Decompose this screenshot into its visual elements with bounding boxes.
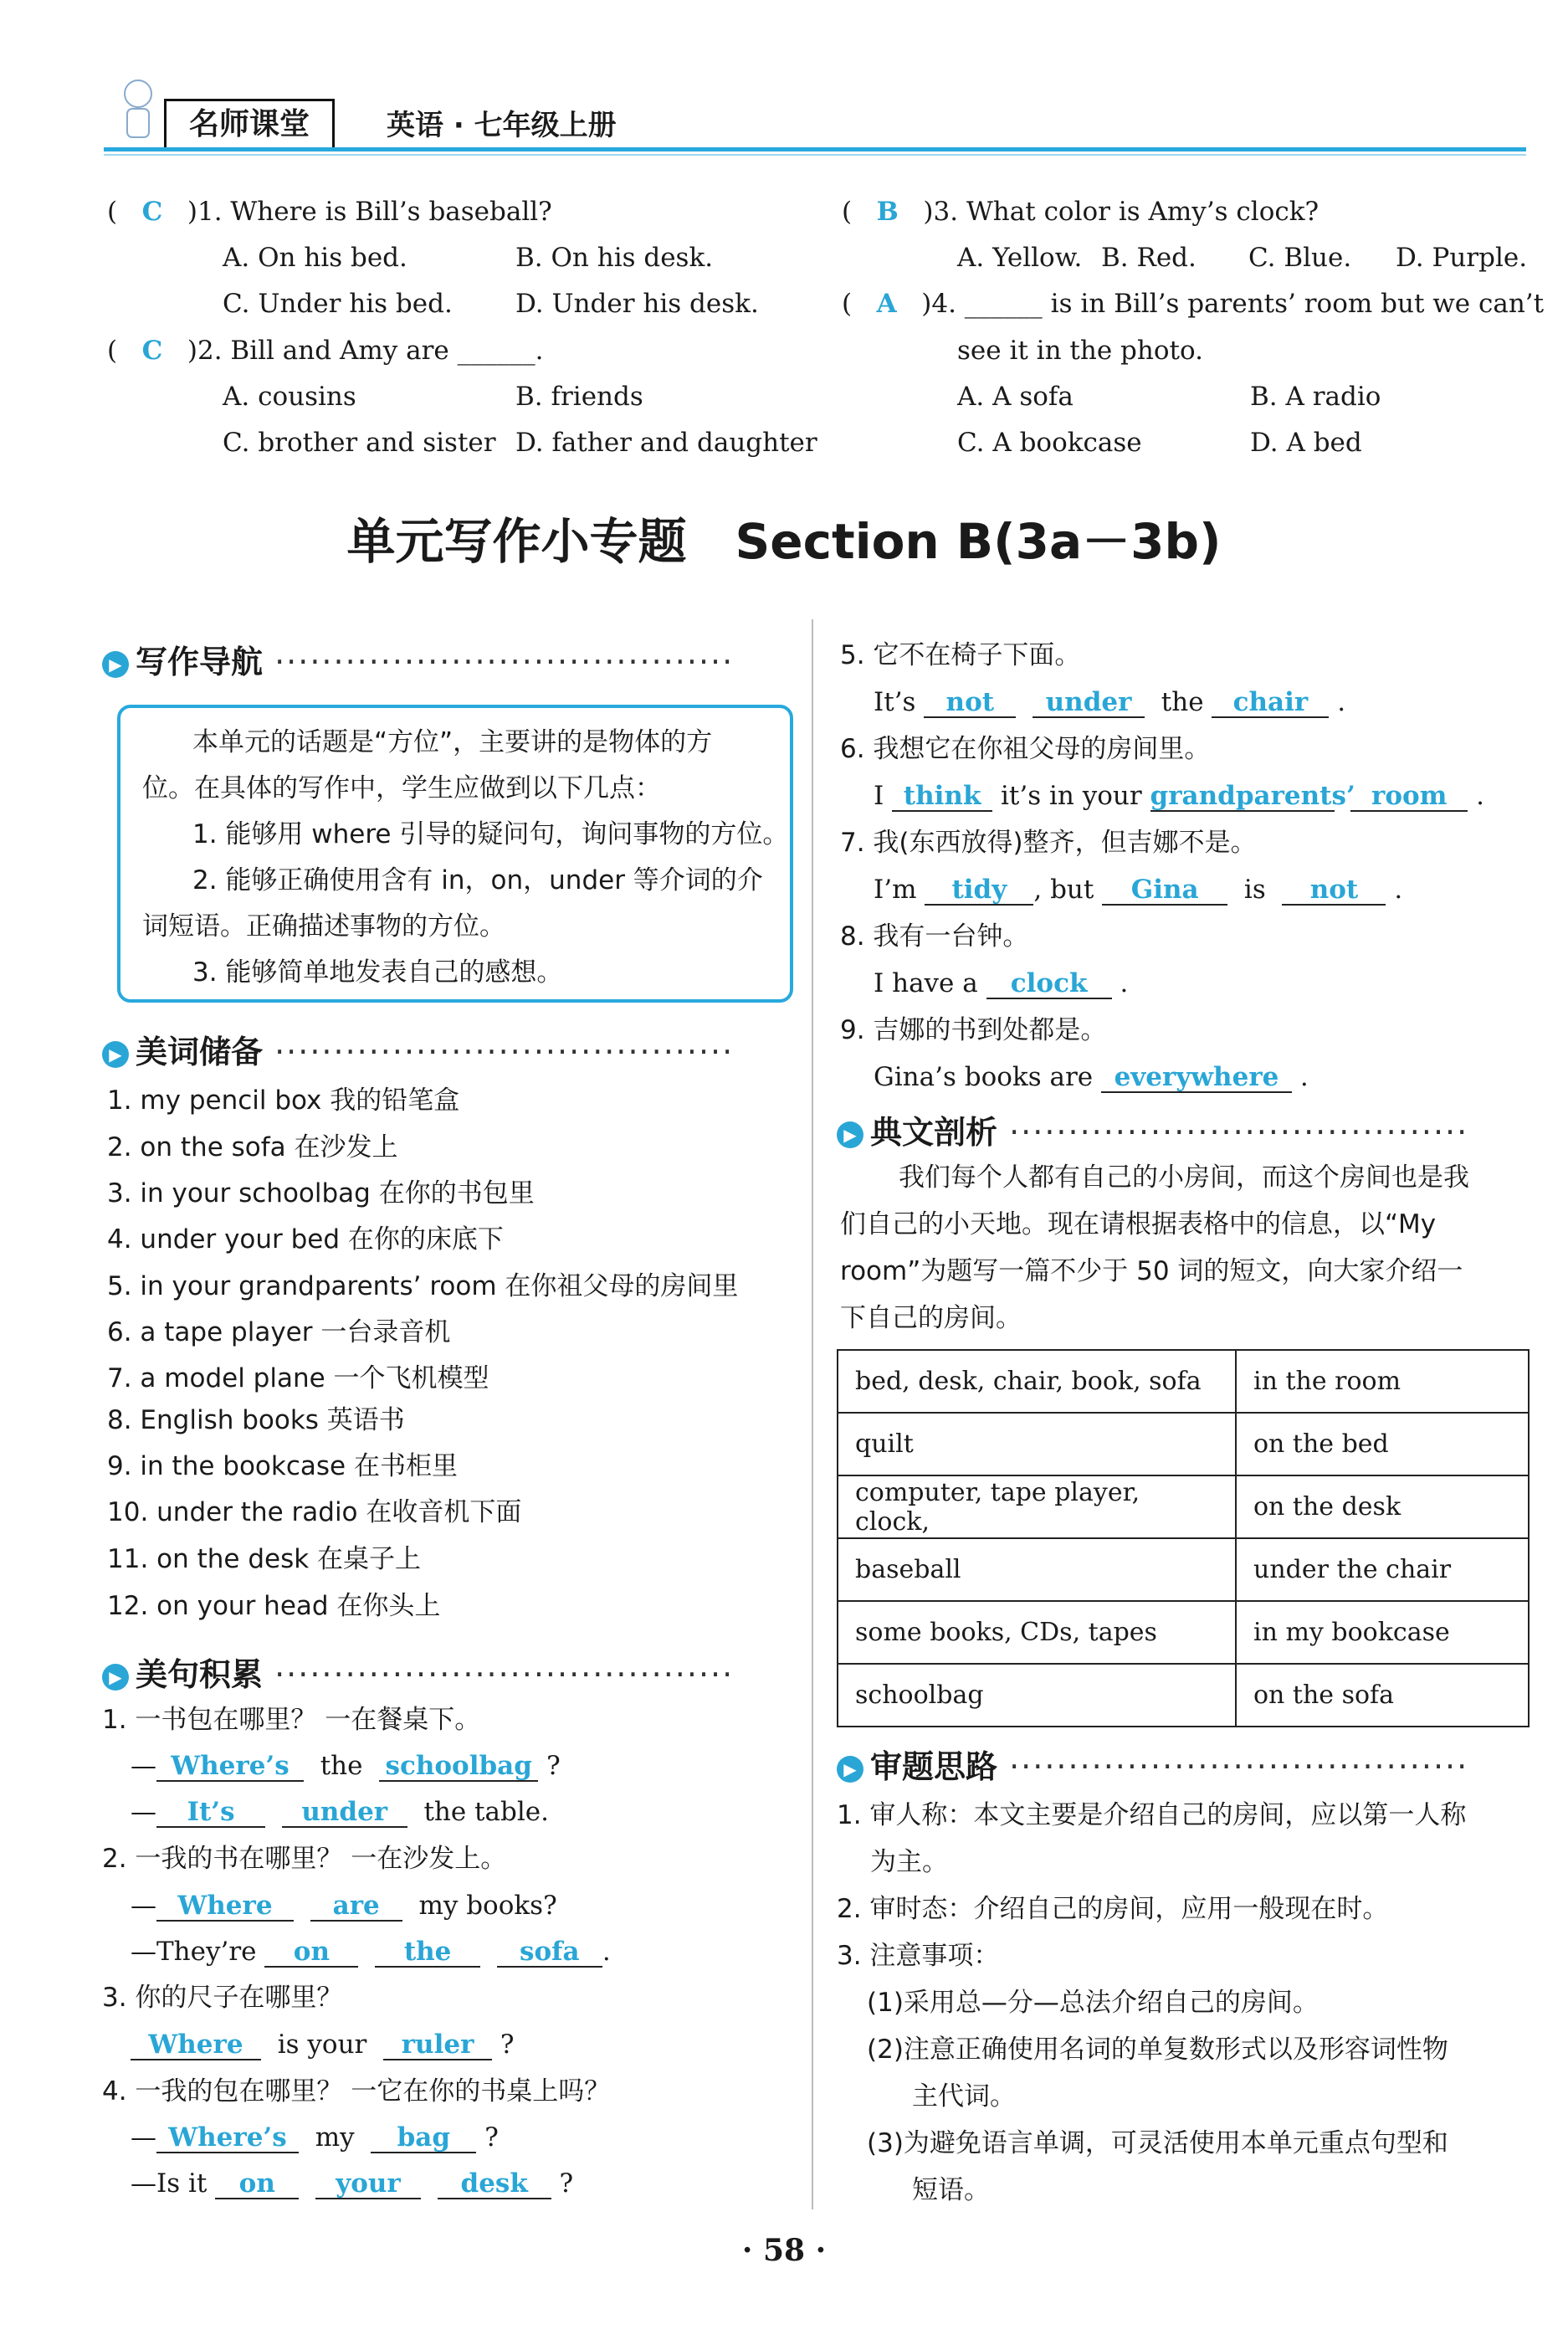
quiz-q4-answer: A bbox=[876, 289, 897, 319]
chevron-right-icon: ▶ bbox=[837, 1756, 863, 1783]
quiz-q1-option-b: B. On his desk. bbox=[515, 243, 714, 273]
blank: clock bbox=[986, 970, 1112, 999]
analysis-line: 主代词。 bbox=[912, 2081, 1016, 2112]
quiz-q1-option-a: A. On his bed. bbox=[223, 243, 407, 273]
quiz-q4-option-d: D. A bed bbox=[1250, 428, 1362, 458]
blank: ruler bbox=[383, 2031, 492, 2060]
quiz-q3-option-c: C. Blue. bbox=[1248, 243, 1352, 273]
header-logo: 名师课堂 bbox=[164, 99, 335, 151]
blank: It’s bbox=[156, 1799, 265, 1828]
quiz-q3-option-a: A. Yellow. bbox=[957, 243, 1083, 273]
blank: desk bbox=[438, 2170, 551, 2199]
sentence-q2: 2. 一我的书在哪里？ 一在沙发上。 bbox=[102, 1844, 507, 1874]
analysis-line: 3. 注意事项： bbox=[837, 1941, 1000, 1971]
word-item: 2. on the sofa 在沙发上 bbox=[107, 1132, 398, 1162]
header-subject: 英语 · 七年级上册 bbox=[387, 109, 617, 142]
quiz-q4-option-b: B. A radio bbox=[1250, 382, 1381, 412]
word-item: 8. English books 英语书 bbox=[107, 1405, 405, 1435]
table-cell: quilt bbox=[838, 1413, 1236, 1475]
model-line: room”为题写一篇不少于 50 词的短文，向大家介绍一 bbox=[840, 1256, 1463, 1286]
quiz-q2-option-a: A. cousins bbox=[223, 382, 356, 412]
table-cell: bed, desk, chair, book, sofa bbox=[838, 1350, 1236, 1413]
sentence-q4: 4. 一我的包在哪里？ 一它在你的书桌上吗？ bbox=[102, 2076, 611, 2107]
table-cell: in the room bbox=[1236, 1350, 1529, 1413]
table-cell: on the desk bbox=[1236, 1475, 1529, 1538]
quiz-q4-option-c: C. A bookcase bbox=[957, 428, 1142, 458]
blank: your bbox=[315, 2170, 421, 2199]
sentence-q9: 9. 吉娜的书到处都是。 bbox=[840, 1015, 1107, 1045]
model-heading: ▶ 典文剖析 ······································· bbox=[837, 1106, 1468, 1152]
quiz-q1: ( C )1. Where is Bill’s baseball? bbox=[107, 197, 552, 227]
blank: the bbox=[375, 1938, 480, 1968]
table-row bbox=[838, 1475, 1529, 1538]
blank: Where’s bbox=[156, 1752, 304, 1782]
analysis-line: (3)为避免语言单调，可灵活使用本单元重点句型和 bbox=[867, 2128, 1448, 2158]
guide-heading: ▶ 写作导航 ······································· bbox=[102, 636, 734, 682]
blank: chair bbox=[1212, 689, 1329, 718]
sentence-q2-line1: — Where are my books? bbox=[131, 1891, 557, 1921]
blank: sofa bbox=[497, 1938, 602, 1968]
table-row bbox=[838, 1601, 1529, 1664]
word-item: 1. my pencil box 我的铅笔盒 bbox=[107, 1085, 460, 1116]
word-item: 11. on the desk 在桌子上 bbox=[107, 1544, 422, 1574]
word-item: 6. a tape player 一台录音机 bbox=[107, 1317, 451, 1347]
table-cell: on the sofa bbox=[1236, 1664, 1529, 1727]
table-cell: computer, tape player, clock, bbox=[838, 1475, 1236, 1538]
sentence-q1-line2: — It’s under the table. bbox=[131, 1797, 549, 1827]
chevron-right-icon: ▶ bbox=[102, 651, 129, 678]
model-line: 下自己的房间。 bbox=[840, 1303, 1022, 1333]
table-row bbox=[838, 1538, 1529, 1601]
sentence-q5-line1: It’s not under the chair . bbox=[874, 687, 1346, 717]
table-cell: some books, CDs, tapes bbox=[838, 1601, 1236, 1664]
analysis-line: (2)注意正确使用名词的单复数形式以及形容词性物 bbox=[867, 2035, 1448, 2065]
sentence-q3-line1: Where is your ruler ? bbox=[131, 2022, 515, 2068]
table-cell: schoolbag bbox=[838, 1664, 1236, 1727]
analysis-line: 2. 审时态：介绍自己的房间，应用一般现在时。 bbox=[837, 1894, 1389, 1924]
sentence-q3: 3. 你的尺子在哪里？ bbox=[102, 1983, 343, 2013]
quiz-q3-stem: )3. What color is Amy’s clock? bbox=[923, 197, 1319, 227]
quiz-q2-option-b: B. friends bbox=[515, 382, 643, 412]
blank: room bbox=[1350, 783, 1468, 812]
analysis-line: (1)采用总—分—总法介绍自己的房间。 bbox=[867, 1988, 1319, 2018]
sentence-q9-line1: Gina’s books are everywhere . bbox=[874, 1062, 1309, 1092]
quiz-q1-answer: C bbox=[141, 197, 163, 227]
blank: think bbox=[892, 783, 992, 812]
word-item: 9. in the bookcase 在书柜里 bbox=[107, 1451, 458, 1481]
quiz-q3: ( B )3. What color is Amy’s clock? bbox=[842, 197, 1319, 227]
quiz-q1-stem: )1. Where is Bill’s baseball? bbox=[187, 197, 552, 227]
sentence-q6-line1: I think it’s in your grandparents’ room . bbox=[874, 781, 1484, 811]
blank: bag bbox=[371, 2124, 476, 2153]
sentence-q8-line1: I have a clock . bbox=[874, 968, 1129, 998]
table-row bbox=[838, 1413, 1529, 1475]
table-cell: in my bookcase bbox=[1236, 1601, 1529, 1664]
blank: Where’s bbox=[156, 2124, 299, 2153]
blank: schoolbag bbox=[379, 1752, 538, 1782]
analysis-line: 为主。 bbox=[870, 1847, 948, 1877]
blank: Gina bbox=[1102, 876, 1227, 906]
sentence-q2-line2: —They’re on the sofa . bbox=[131, 1937, 611, 1967]
quiz-q4-stem: )4. ______ is in Bill’s parents’ room but we can’t bbox=[921, 289, 1545, 319]
header-divider-thin bbox=[104, 154, 1526, 156]
analysis-line: 1. 审人称：本文主要是介绍自己的房间，应以第一人称 bbox=[837, 1800, 1467, 1830]
blank: on bbox=[264, 1938, 358, 1968]
blank: Where bbox=[131, 2031, 261, 2060]
table-row bbox=[838, 1350, 1529, 1413]
analysis-line: 短语。 bbox=[912, 2175, 990, 2205]
page-number: · 58 · bbox=[741, 2233, 827, 2268]
word-item: 5. in your grandparents’ room 在你祖父母的房间里 bbox=[107, 1271, 739, 1301]
sentence-q4-line1: — Where’s my bag ? bbox=[131, 2122, 499, 2153]
blank: are bbox=[310, 1892, 402, 1922]
column-divider bbox=[812, 619, 813, 2209]
logo-character-icon bbox=[117, 75, 159, 142]
word-item: 7. a model plane 一个飞机模型 bbox=[107, 1363, 489, 1393]
blank: under bbox=[282, 1799, 407, 1828]
section-title: 单元写作小专题 Section B(3a－3b) bbox=[346, 513, 1222, 570]
guide-line: 位。在具体的写作中，学生应做到以下几点： bbox=[142, 773, 661, 803]
quiz-q4-stem-cont: see it in the photo. bbox=[957, 336, 1203, 366]
sentence-q6: 6. 我想它在你祖父母的房间里。 bbox=[840, 734, 1211, 764]
words-heading: ▶ 美词储备 ······································· bbox=[102, 1026, 734, 1072]
word-item: 10. under the radio 在收音机下面 bbox=[107, 1497, 522, 1527]
chevron-right-icon: ▶ bbox=[102, 1041, 129, 1068]
sentence-q7: 7. 我(东西放得)整齐，但吉娜不是。 bbox=[840, 828, 1257, 858]
quiz-q1-option-d: D. Under his desk. bbox=[515, 289, 759, 319]
guide-line: 3. 能够简单地发表自己的感想。 bbox=[192, 957, 563, 988]
sentence-q5: 5. 它不在椅子下面。 bbox=[840, 640, 1081, 670]
quiz-q3-option-b: B. Red. bbox=[1101, 243, 1196, 273]
model-line: 我们每个人都有自己的小房间，而这个房间也是我 bbox=[899, 1162, 1469, 1193]
chevron-right-icon: ▶ bbox=[102, 1664, 129, 1691]
blank: Where bbox=[156, 1892, 294, 1922]
header-divider bbox=[104, 147, 1526, 151]
info-table bbox=[837, 1349, 1530, 1727]
quiz-q4: ( A )4. ______ is in Bill’s parents’ room but we can’t bbox=[842, 289, 1545, 319]
sentence-q1: 1. 一书包在哪里？ 一在餐桌下。 bbox=[102, 1705, 481, 1735]
sentence-q8: 8. 我有一台钟。 bbox=[840, 921, 1029, 952]
sentence-q4-line2: —Is it on your desk ? bbox=[131, 2168, 574, 2199]
analysis-heading: ▶ 审题思路 ······································· bbox=[837, 1741, 1468, 1787]
blank: not bbox=[924, 689, 1016, 718]
blank: everywhere bbox=[1101, 1064, 1292, 1093]
blank: on bbox=[215, 2170, 299, 2199]
sentences-heading: ▶ 美句积累 ······································· bbox=[102, 1649, 734, 1695]
guide-line: 本单元的话题是“方位”，主要讲的是物体的方 bbox=[192, 727, 713, 757]
model-line: 们自己的小天地。现在请根据表格中的信息，以“My bbox=[840, 1209, 1437, 1239]
table-cell: baseball bbox=[838, 1538, 1236, 1601]
quiz-q2-option-d: D. father and daughter bbox=[515, 428, 817, 458]
table-row bbox=[838, 1664, 1529, 1727]
sentence-q7-line1: I’m tidy , but Gina is not . bbox=[874, 875, 1403, 905]
table-cell: under the chair bbox=[1236, 1538, 1529, 1601]
word-item: 12. on your head 在你头上 bbox=[107, 1591, 441, 1621]
quiz-q4-option-a: A. A sofa bbox=[957, 382, 1074, 412]
guide-line: 2. 能够正确使用含有 in，on，under 等介词的介 bbox=[192, 865, 763, 895]
quiz-q2-stem: )2. Bill and Amy are ______. bbox=[187, 336, 544, 366]
guide-line: 词短语。正确描述事物的方位。 bbox=[142, 911, 505, 942]
guide-line: 1. 能够用 where 引导的疑问句，询问事物的方位。 bbox=[192, 819, 789, 849]
blank: grandparents’ bbox=[1150, 781, 1355, 811]
word-item: 4. under your bed 在你的床底下 bbox=[107, 1224, 504, 1255]
blank: not bbox=[1282, 876, 1386, 906]
quiz-q2: ( C )2. Bill and Amy are ______. bbox=[107, 336, 544, 366]
table-cell: on the bed bbox=[1236, 1413, 1529, 1475]
blank: under bbox=[1033, 689, 1145, 718]
chevron-right-icon: ▶ bbox=[837, 1121, 863, 1148]
guide-box bbox=[117, 705, 793, 1003]
quiz-q3-option-d: D. Purple. bbox=[1396, 243, 1528, 273]
quiz-q3-answer: B bbox=[876, 197, 899, 227]
sentence-q1-line1: — Where’s the schoolbag ? bbox=[131, 1751, 561, 1781]
word-item: 3. in your schoolbag 在你的书包里 bbox=[107, 1178, 535, 1208]
blank: tidy bbox=[925, 876, 1033, 906]
quiz-q1-option-c: C. Under his bed. bbox=[223, 289, 453, 319]
quiz-q2-option-c: C. brother and sister bbox=[223, 428, 496, 458]
quiz-q2-answer: C bbox=[141, 336, 163, 366]
